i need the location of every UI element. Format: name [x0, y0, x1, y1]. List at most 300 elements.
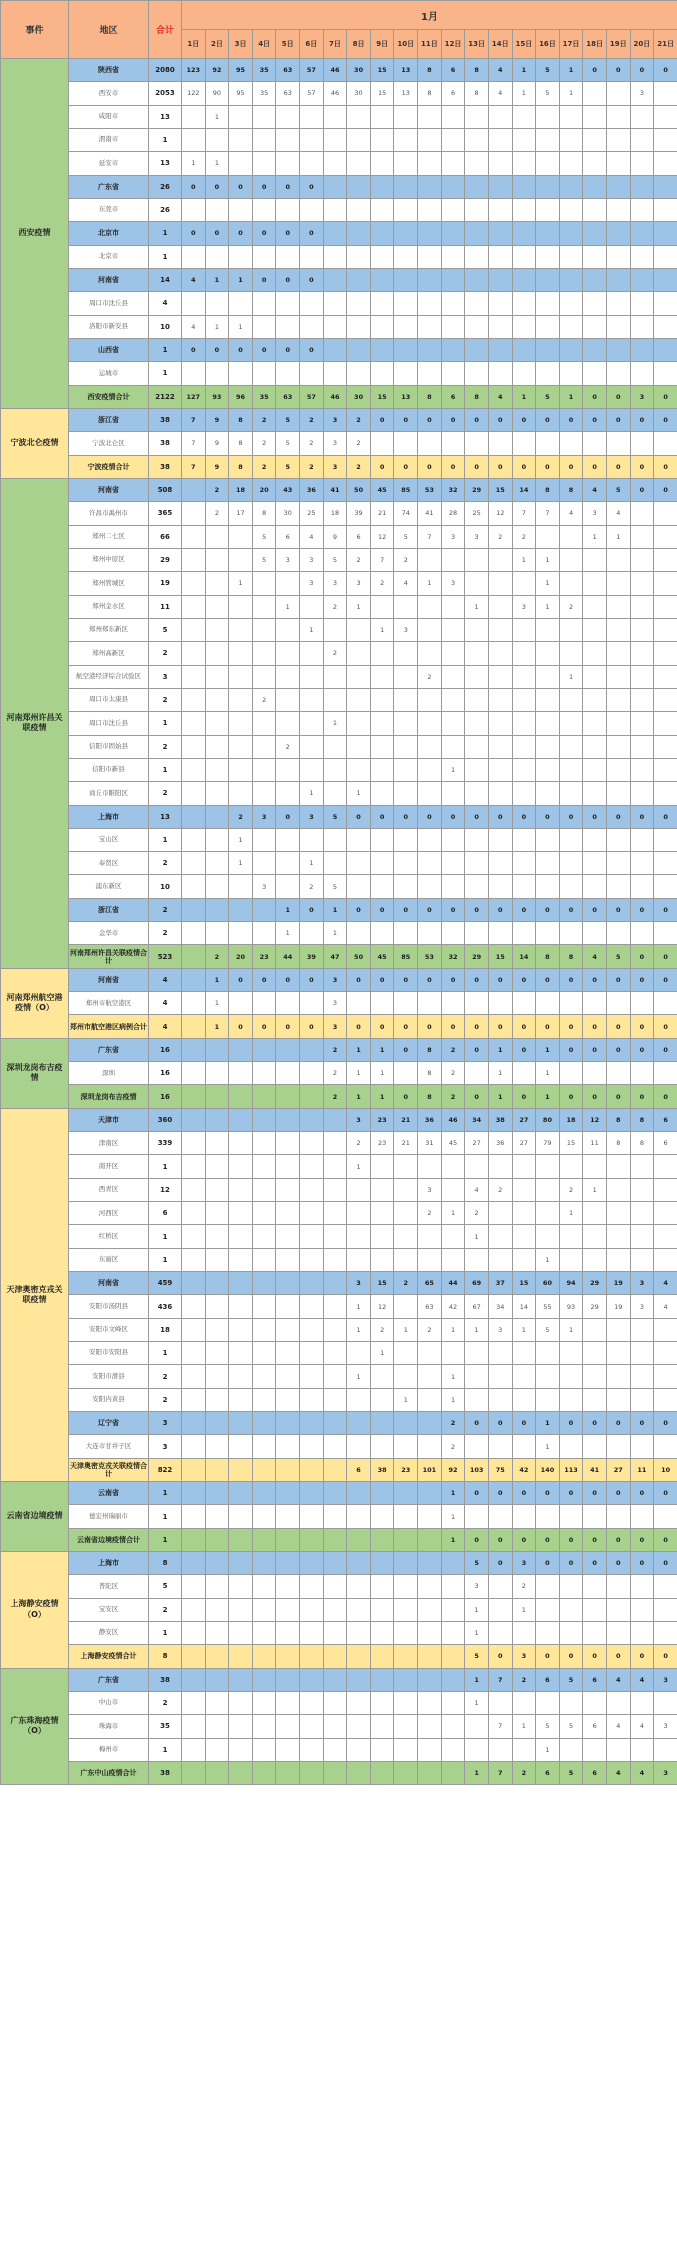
day-value [630, 992, 654, 1015]
day-value [606, 688, 630, 711]
day-value [347, 1738, 371, 1761]
day-value: 1 [559, 385, 583, 408]
row-total: 508 [149, 478, 182, 501]
day-header: 10日 [394, 30, 418, 59]
region-name: 广东中山疫情合计 [69, 1761, 149, 1784]
region-name: 宝安区 [69, 1598, 149, 1621]
day-value [323, 735, 347, 758]
region-name: 安阳市滑县 [69, 1365, 149, 1388]
day-value: 5 [276, 408, 300, 431]
day-value [205, 852, 229, 875]
day-value [559, 572, 583, 595]
region-name: 云南省 [69, 1482, 149, 1505]
day-value [323, 1412, 347, 1435]
day-value [512, 1388, 536, 1411]
day-value: 1 [441, 1528, 465, 1551]
day-value: 2 [229, 805, 253, 828]
day-value [370, 1202, 394, 1225]
region-name: 浙江省 [69, 898, 149, 921]
day-value: 0 [229, 1015, 253, 1038]
day-value [441, 338, 465, 361]
day-value [488, 1621, 512, 1644]
day-value [394, 268, 418, 291]
day-value [630, 758, 654, 781]
day-value: 13 [394, 82, 418, 105]
day-value [488, 595, 512, 618]
day-value [300, 292, 324, 315]
day-value [536, 618, 560, 641]
day-value: 3 [441, 572, 465, 595]
day-value [182, 502, 206, 525]
day-value [323, 758, 347, 781]
day-value: 0 [536, 805, 560, 828]
row-total: 1 [149, 1248, 182, 1271]
day-value: 3 [512, 595, 536, 618]
day-value [229, 642, 253, 665]
day-value [583, 688, 607, 711]
day-value: 1 [205, 1015, 229, 1038]
day-value [465, 852, 489, 875]
region-name: 上海静安疫情合计 [69, 1645, 149, 1668]
day-value [205, 198, 229, 221]
row-total: 1 [149, 1342, 182, 1365]
region-name: 红桥区 [69, 1225, 149, 1248]
day-value [347, 1482, 371, 1505]
day-value [182, 548, 206, 571]
day-header: 21日 [654, 30, 677, 59]
region-name: 大连市甘井子区 [69, 1435, 149, 1458]
region-name: 广东省 [69, 175, 149, 198]
day-value [229, 198, 253, 221]
day-value: 5 [536, 1715, 560, 1738]
day-value [583, 665, 607, 688]
day-value [347, 1388, 371, 1411]
day-value [347, 1621, 371, 1644]
day-value: 0 [276, 222, 300, 245]
row-total: 2053 [149, 82, 182, 105]
day-value [205, 688, 229, 711]
row-total: 2 [149, 782, 182, 805]
day-value: 0 [512, 455, 536, 478]
day-value [205, 1388, 229, 1411]
day-value [512, 338, 536, 361]
day-value: 46 [323, 82, 347, 105]
day-value: 1 [347, 1085, 371, 1108]
event-name: 宁波北仑疫情 [1, 408, 69, 478]
day-value: 1 [347, 1295, 371, 1318]
day-value [182, 805, 206, 828]
day-value: 19 [606, 1272, 630, 1295]
day-value: 8 [229, 432, 253, 455]
day-value [583, 922, 607, 945]
day-value [205, 1738, 229, 1761]
day-value [252, 1225, 276, 1248]
day-value [205, 1155, 229, 1178]
day-value [394, 128, 418, 151]
day-value [205, 1715, 229, 1738]
day-value: 15 [370, 1272, 394, 1295]
day-value: 1 [536, 572, 560, 595]
day-value [606, 1598, 630, 1621]
day-value [441, 1155, 465, 1178]
day-value: 2 [252, 455, 276, 478]
row-total: 4 [149, 968, 182, 991]
subtotal-row [1, 1085, 677, 1108]
day-value: 0 [630, 59, 654, 82]
day-value [606, 572, 630, 595]
region-name: 郑州高新区 [69, 642, 149, 665]
day-value [370, 1248, 394, 1271]
day-value [654, 1505, 677, 1528]
day-value [630, 618, 654, 641]
day-value [300, 1528, 324, 1551]
row-total: 66 [149, 525, 182, 548]
day-value [654, 1365, 677, 1388]
day-value [418, 105, 442, 128]
day-value [654, 1388, 677, 1411]
day-value [606, 432, 630, 455]
province-row [1, 1412, 677, 1435]
row-total: 1 [149, 362, 182, 385]
day-value: 0 [606, 1038, 630, 1061]
day-value [441, 735, 465, 758]
day-value [583, 1505, 607, 1528]
row-total: 8 [149, 1552, 182, 1575]
row-total: 16 [149, 1038, 182, 1061]
day-value: 3 [252, 805, 276, 828]
day-value [182, 478, 206, 501]
day-value: 8 [536, 478, 560, 501]
day-value: 4 [654, 1272, 677, 1295]
day-value [654, 128, 677, 151]
day-value: 0 [347, 898, 371, 921]
day-value: 18 [323, 502, 347, 525]
region-name: 商丘市睢阳区 [69, 782, 149, 805]
day-value [229, 712, 253, 735]
day-value: 0 [583, 1552, 607, 1575]
day-value: 0 [559, 968, 583, 991]
row-total: 38 [149, 1668, 182, 1691]
day-value [630, 1248, 654, 1271]
day-value [205, 525, 229, 548]
day-value: 0 [606, 968, 630, 991]
region-name: 咸阳市 [69, 105, 149, 128]
day-value [252, 1575, 276, 1598]
day-value: 0 [465, 1528, 489, 1551]
day-value [370, 1155, 394, 1178]
day-value [323, 1668, 347, 1691]
day-value: 2 [394, 1272, 418, 1295]
day-value [252, 1598, 276, 1621]
day-value [182, 1085, 206, 1108]
row-total: 38 [149, 432, 182, 455]
day-value: 3 [323, 432, 347, 455]
day-value: 1 [441, 1388, 465, 1411]
city-row [1, 665, 677, 688]
day-value [512, 1505, 536, 1528]
day-value: 0 [606, 455, 630, 478]
day-value: 5 [394, 525, 418, 548]
day-value [559, 198, 583, 221]
day-value [488, 852, 512, 875]
day-value: 0 [654, 945, 677, 968]
day-value: 6 [441, 82, 465, 105]
day-value [583, 1248, 607, 1271]
day-value [394, 1691, 418, 1714]
day-value [300, 1155, 324, 1178]
day-value [205, 572, 229, 595]
day-value [323, 1738, 347, 1761]
day-value [441, 105, 465, 128]
subtotal-row [1, 945, 677, 968]
row-total: 2080 [149, 59, 182, 82]
day-value [536, 828, 560, 851]
day-value [347, 1435, 371, 1458]
day-value: 0 [441, 1015, 465, 1038]
day-value [370, 1621, 394, 1644]
day-value [583, 828, 607, 851]
day-value [300, 1365, 324, 1388]
day-value [276, 1598, 300, 1621]
day-value: 2 [512, 525, 536, 548]
day-value [276, 1505, 300, 1528]
region-name: 郑州中原区 [69, 548, 149, 571]
day-value [394, 852, 418, 875]
day-value [229, 1715, 253, 1738]
day-value [654, 1062, 677, 1085]
day-value [512, 245, 536, 268]
day-value [441, 1645, 465, 1668]
day-value [512, 875, 536, 898]
day-value [347, 1575, 371, 1598]
day-value [394, 1528, 418, 1551]
day-value: 6 [347, 525, 371, 548]
day-value [182, 1272, 206, 1295]
day-value: 2 [300, 455, 324, 478]
day-value: 4 [630, 1715, 654, 1738]
day-value [276, 712, 300, 735]
day-value [229, 1062, 253, 1085]
day-value: 1 [606, 525, 630, 548]
day-value: 14 [512, 1295, 536, 1318]
day-value [630, 222, 654, 245]
day-value: 0 [488, 1482, 512, 1505]
row-total: 1 [149, 128, 182, 151]
day-value [606, 1435, 630, 1458]
day-value [583, 1155, 607, 1178]
day-value: 1 [347, 1365, 371, 1388]
day-value [630, 152, 654, 175]
day-value: 0 [512, 1015, 536, 1038]
day-value [205, 1225, 229, 1248]
day-value: 101 [418, 1458, 442, 1481]
day-value: 1 [536, 1248, 560, 1271]
day-value [205, 1108, 229, 1131]
day-value: 74 [394, 502, 418, 525]
day-value [323, 1575, 347, 1598]
day-value: 4 [300, 525, 324, 548]
day-value [465, 105, 489, 128]
day-value [394, 105, 418, 128]
day-value [182, 1342, 206, 1365]
day-value [205, 548, 229, 571]
day-value: 0 [654, 1015, 677, 1038]
day-value [229, 922, 253, 945]
row-total: 3 [149, 1435, 182, 1458]
day-value [441, 1575, 465, 1598]
day-value [276, 1202, 300, 1225]
day-value: 4 [630, 1761, 654, 1784]
day-value: 8 [418, 82, 442, 105]
day-value: 4 [606, 502, 630, 525]
day-value [276, 1412, 300, 1435]
day-value [441, 782, 465, 805]
region-name: 北京市 [69, 222, 149, 245]
region-name: 郑州郑东新区 [69, 618, 149, 641]
day-value: 2 [205, 945, 229, 968]
day-value: 4 [630, 1668, 654, 1691]
day-value: 7 [182, 455, 206, 478]
day-value [441, 292, 465, 315]
day-value [300, 128, 324, 151]
day-value [347, 1552, 371, 1575]
day-value [488, 128, 512, 151]
region-name: 中山市 [69, 1691, 149, 1714]
day-value: 0 [252, 222, 276, 245]
day-value [583, 198, 607, 221]
day-value [512, 1342, 536, 1365]
day-value [276, 152, 300, 175]
day-value [323, 1435, 347, 1458]
day-value [300, 688, 324, 711]
day-value [536, 1575, 560, 1598]
day-value [300, 922, 324, 945]
day-value [488, 1248, 512, 1271]
region-name: 云南省边境疫情合计 [69, 1528, 149, 1551]
row-total: 2 [149, 735, 182, 758]
day-value [583, 432, 607, 455]
day-value: 0 [370, 408, 394, 431]
day-header: 17日 [559, 30, 583, 59]
day-value: 6 [654, 1108, 677, 1131]
day-value [252, 828, 276, 851]
day-value [182, 1062, 206, 1085]
city-row [1, 642, 677, 665]
day-value: 0 [583, 385, 607, 408]
region-name: 周口市沈丘县 [69, 292, 149, 315]
day-value [441, 665, 465, 688]
day-value: 0 [630, 1528, 654, 1551]
day-value: 3 [300, 548, 324, 571]
day-value: 27 [512, 1132, 536, 1155]
day-value: 1 [300, 618, 324, 641]
day-value: 3 [488, 1318, 512, 1341]
day-value [654, 828, 677, 851]
day-value: 85 [394, 945, 418, 968]
day-value: 8 [559, 478, 583, 501]
day-value [465, 362, 489, 385]
day-value: 46 [323, 385, 347, 408]
day-value [323, 782, 347, 805]
day-value [205, 1412, 229, 1435]
day-value [394, 875, 418, 898]
day-value [394, 735, 418, 758]
day-value [370, 712, 394, 735]
day-value: 20 [252, 478, 276, 501]
day-value: 0 [182, 222, 206, 245]
day-value [583, 595, 607, 618]
day-value [182, 525, 206, 548]
day-value: 1 [229, 852, 253, 875]
row-total: 12 [149, 1178, 182, 1201]
day-value [323, 1458, 347, 1481]
day-value: 0 [370, 898, 394, 921]
day-value: 8 [418, 1062, 442, 1085]
day-value [252, 595, 276, 618]
day-value [512, 642, 536, 665]
day-value [606, 828, 630, 851]
day-value: 0 [300, 268, 324, 291]
day-value [252, 642, 276, 665]
day-value: 1 [205, 268, 229, 291]
day-value [205, 245, 229, 268]
day-value [559, 315, 583, 338]
day-value [512, 432, 536, 455]
day-value: 7 [536, 502, 560, 525]
day-value: 2 [394, 548, 418, 571]
day-value [441, 362, 465, 385]
day-value: 0 [559, 1038, 583, 1061]
day-value [654, 1342, 677, 1365]
day-value: 0 [347, 968, 371, 991]
day-value: 32 [441, 478, 465, 501]
day-value: 6 [583, 1761, 607, 1784]
subtotal-row [1, 1645, 677, 1668]
day-value [630, 1691, 654, 1714]
day-value: 0 [394, 968, 418, 991]
day-value: 15 [370, 82, 394, 105]
day-value [205, 1248, 229, 1271]
day-value [394, 922, 418, 945]
region-name: 山西省 [69, 338, 149, 361]
day-value [229, 992, 253, 1015]
event-name: 河南郑州航空港疫情（O） [1, 968, 69, 1038]
day-value: 1 [583, 1178, 607, 1201]
day-value: 1 [370, 1342, 394, 1365]
day-value [252, 1761, 276, 1784]
day-value: 9 [205, 408, 229, 431]
day-value: 0 [654, 1528, 677, 1551]
day-value: 23 [252, 945, 276, 968]
day-value [654, 688, 677, 711]
day-value [418, 1668, 442, 1691]
day-value [512, 1062, 536, 1085]
day-value: 0 [606, 1015, 630, 1038]
city-row [1, 362, 677, 385]
day-value [229, 105, 253, 128]
day-value: 0 [465, 1085, 489, 1108]
day-header: 6日 [300, 30, 324, 59]
day-value [418, 828, 442, 851]
day-value: 0 [394, 1038, 418, 1061]
day-value [300, 1318, 324, 1341]
day-value: 1 [512, 1715, 536, 1738]
day-value [418, 852, 442, 875]
day-value [300, 1272, 324, 1295]
day-value: 7 [370, 548, 394, 571]
day-value [276, 1108, 300, 1131]
day-value [300, 1412, 324, 1435]
